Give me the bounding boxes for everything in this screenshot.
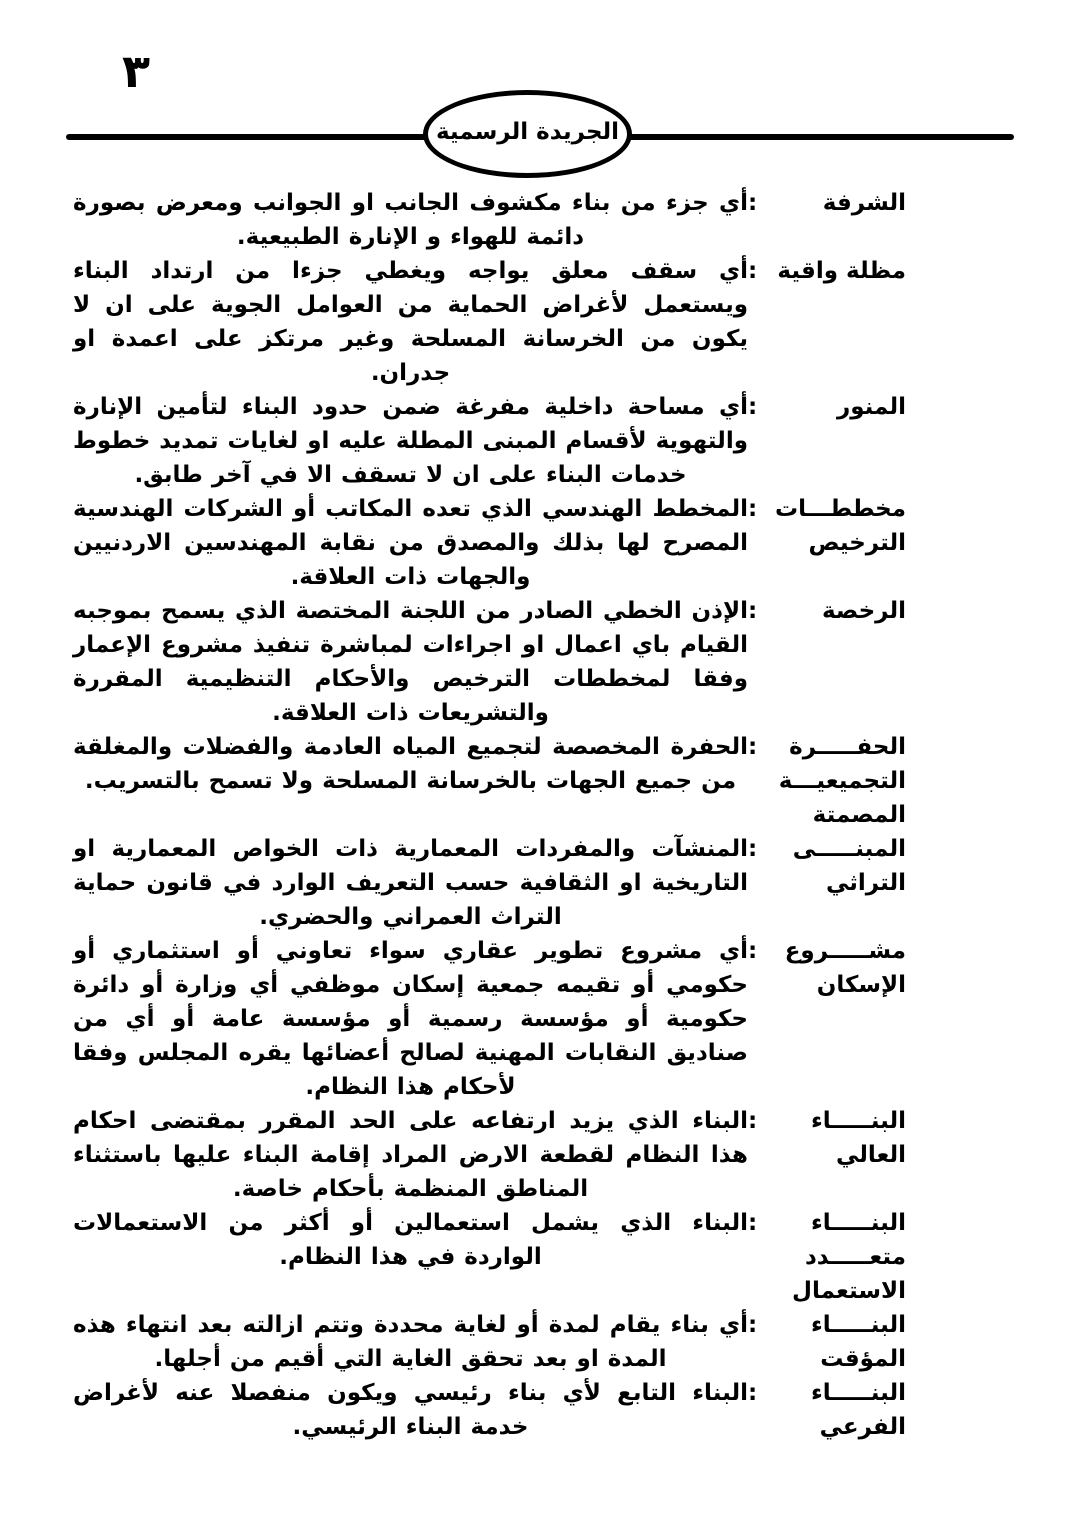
- definition-text: البناء الذي يشمل استعمالين أو أكثر من الاستعمالات الواردة في هذا النظام.: [73, 1210, 748, 1270]
- term-cell: [788, 1206, 906, 1308]
- term-line: البنـــــاء: [811, 1210, 906, 1236]
- term-cell: [788, 832, 906, 900]
- colon-separator: :: [748, 394, 758, 420]
- term-cell: [788, 1308, 906, 1376]
- definition-text: البناء الذي يزيد ارتفاعه على الحد المقرر بمقتضى احكام هذا النظام لقطعة الارض المراد إقامة البناء عليها باستثناء المناطق المنظمة بأحكام خاصة.: [73, 1108, 748, 1202]
- term-line: المبنـــــى: [792, 836, 906, 862]
- definition-row: [73, 730, 906, 832]
- term-line: العالي: [835, 1142, 906, 1168]
- definition-row: [73, 934, 906, 1104]
- term-cell: [788, 390, 906, 424]
- term-line: الفرعي: [819, 1414, 906, 1440]
- definition-text: المخطط الهندسي الذي تعده المكاتب أو الشركات الهندسية المصرح لها بذلك والمصدق من نقابة المهندسين الاردنيين والجهات ذات العلاقة.: [73, 496, 748, 590]
- term-line: المنور: [837, 394, 906, 420]
- term-line: البنـــــاء: [811, 1108, 906, 1134]
- term-line: مخططـــات: [775, 496, 906, 522]
- definition-text: أي جزء من بناء مكشوف الجانب او الجوانب ومعرض بصورة دائمة للهواء و الإنارة الطبيعية.: [73, 190, 748, 250]
- term-line: مشـــــروع: [784, 938, 906, 964]
- term-line: التراثي: [825, 870, 906, 896]
- term-line: الرخصة: [821, 598, 906, 624]
- definition-text: أي بناء يقام لمدة أو لغاية محددة وتتم ازالته بعد انتهاء هذه المدة او بعد تحقق الغاية التي أقيم من أجلها.: [73, 1312, 748, 1372]
- term-line: الشرفة: [822, 190, 906, 216]
- definition-row: [73, 832, 906, 934]
- colon-separator: :: [748, 496, 758, 522]
- definition-row: [73, 492, 906, 594]
- term-line: الإسكان: [816, 972, 906, 998]
- term-cell: [777, 254, 906, 288]
- colon-separator: :: [748, 598, 758, 624]
- gazette-oval: [423, 90, 632, 178]
- definition-text: أي مشروع تطوير عقاري سواء تعاوني أو استثماري أو حكومي أو تقيمه جمعية إسكان موظفي أي وزارة أو دائرة حكومية أو مؤسسة رسمية أو مؤسسة عامة أو أي من صناديق النقابات المهنية لصالح أعضائها يقره المجلس وفقا لأحكام هذا النظام.: [73, 938, 748, 1100]
- definition-row: [73, 254, 906, 390]
- definition-row: [73, 1376, 906, 1444]
- definition-row: [73, 1206, 906, 1308]
- page-number: ٣: [122, 44, 151, 98]
- term-line: البنـــــاء: [811, 1380, 906, 1406]
- colon-separator: :: [748, 1108, 758, 1134]
- colon-separator: :: [748, 836, 758, 862]
- colon-separator: :: [748, 1380, 758, 1406]
- definitions-list: [73, 186, 906, 1444]
- colon-separator: :: [748, 734, 758, 760]
- definition-text: الإذن الخطي الصادر من اللجنة المختصة الذي يسمح بموجبه القيام باي اعمال او اجراءات لمباشرة تنفيذ مشروع الإعمار وفقا لمخططات الترخيص والأحكام التنظيمية المقررة والتشريعات ذات العلاقة.: [73, 598, 748, 726]
- term-line: مظلة واقية: [777, 258, 906, 284]
- term-cell: [784, 934, 906, 1002]
- definition-text: المنشآت والمفردات المعمارية ذات الخواص المعمارية او التاريخية او الثقافية حسب التعريف الوارد في قانون حماية التراث العمراني والحضري.: [73, 836, 748, 930]
- definition-text: أي مساحة داخلية مفرغة ضمن حدود البناء لتأمين الإنارة والتهوية لأقسام المبنى المطلة عليه او لغايات تمديد خطوط خدمات البناء على ان لا تسقف الا في آخر طابق.: [72, 394, 748, 488]
- definition-text: أي سقف معلق يواجه ويغطي جزءا من ارتداد البناء ويستعمل لأغراض الحماية من العوامل الجوية على ان لا يكون من الخرسانة المسلحة وغير مرتكز على اعمدة او جدران.: [73, 258, 748, 386]
- definition-row: [73, 594, 906, 730]
- definition-row: [73, 186, 906, 254]
- term-line: متعـــــدد: [804, 1244, 906, 1270]
- term-cell: [788, 1376, 906, 1444]
- term-cell: [788, 186, 906, 220]
- colon-separator: :: [748, 258, 758, 284]
- term-line: المصمتة: [812, 802, 906, 828]
- gazette-title: الجريدة الرسمية: [435, 119, 620, 145]
- term-cell: [788, 1104, 906, 1172]
- term-line: البنـــــاء: [811, 1312, 906, 1338]
- definition-text: الحفرة المخصصة لتجميع المياه العادمة والفضلات والمغلقة من جميع الجهات بالخرسانة المسلحة ولا تسمح بالتسريب.: [73, 734, 748, 794]
- colon-separator: :: [748, 190, 758, 216]
- term-line: الاستعمال: [791, 1278, 906, 1304]
- definition-row: [73, 390, 906, 492]
- term-line: الحفـــــرة: [789, 734, 906, 760]
- term-line: التجميعيـــة: [778, 768, 906, 794]
- definition-text: البناء التابع لأي بناء رئيسي ويكون منفصلا عنه لأغراض خدمة البناء الرئيسي.: [73, 1380, 748, 1440]
- term-cell: [778, 730, 906, 832]
- term-line: الترخيص: [808, 530, 906, 556]
- definition-row: [73, 1104, 906, 1206]
- definition-row: [73, 1308, 906, 1376]
- colon-separator: :: [748, 1210, 758, 1236]
- term-cell: [775, 492, 906, 560]
- term-cell: [788, 594, 906, 628]
- colon-separator: :: [748, 1312, 758, 1338]
- term-line: المؤقت: [820, 1346, 906, 1372]
- colon-separator: :: [748, 938, 758, 964]
